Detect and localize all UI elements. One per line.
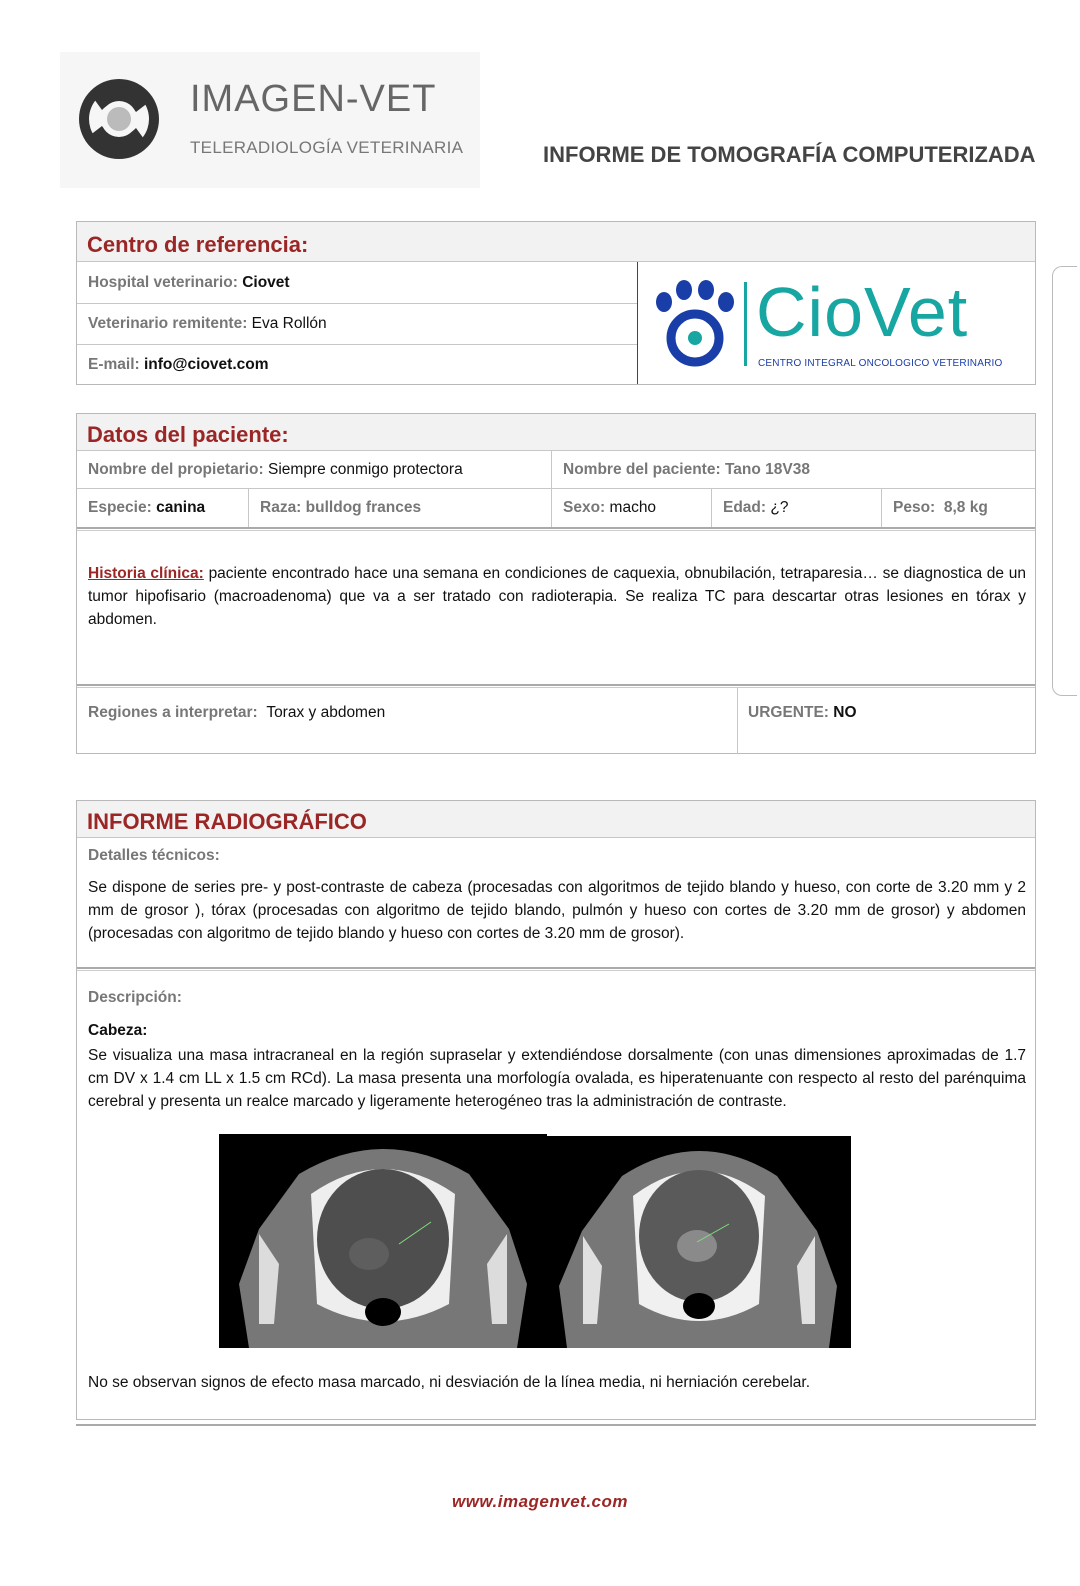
bottom-divider bbox=[76, 1424, 1036, 1426]
side-scroll-tab[interactable] bbox=[1052, 266, 1077, 696]
patient-section bbox=[76, 413, 1036, 754]
vet-value: Eva Rollón bbox=[251, 315, 327, 332]
conclusion-text: No se observan signos de efecto masa marcado, ni desviación de la línea media, ni herniación cerebelar. bbox=[88, 1374, 811, 1391]
weight-value: 8,8 kg bbox=[943, 499, 988, 516]
clinic-logo-tagline: CENTRO INTEGRAL ONCOLOGICO VETERINARIO bbox=[758, 358, 1003, 369]
conclusion bbox=[88, 1371, 1026, 1394]
patient-section-title: Datos del paciente: bbox=[77, 414, 1035, 451]
patient-name-value: Tano 18V38 bbox=[724, 460, 810, 478]
vet-label: Veterinario remitente: bbox=[88, 315, 248, 332]
age-value: ¿? bbox=[770, 499, 789, 516]
history-label: Historia clínica: bbox=[88, 565, 204, 582]
head-label: Cabeza: bbox=[88, 1022, 148, 1039]
sex-label: Sexo: bbox=[563, 499, 606, 516]
species-label: Especie: bbox=[88, 499, 152, 516]
urgent-cell bbox=[737, 696, 1035, 730]
sex-cell bbox=[551, 489, 711, 527]
head-description-text: Se visualiza una masa intracraneal en la región supraselar y extendiéndose dorsalmente (con unas dimensiones aproximadas de 1.7 cm DV x 1.4 cm LL x 1.5 cm RCd). La masa presenta una morfología ovalada, es hiperatenuante con respecto al resto del parénquima cerebral y presenta un realce marcado y ligeramente heterogéneo tras la administración de contraste. bbox=[88, 1047, 1026, 1110]
imagenvet-logo-icon bbox=[74, 74, 164, 164]
divider bbox=[77, 967, 1035, 971]
hospital-value: Ciovet bbox=[242, 273, 290, 291]
brand-name: IMAGEN-VET bbox=[190, 78, 437, 120]
owner-label: Nombre del propietario: bbox=[88, 460, 264, 478]
brand-tagline: TELERADIOLOGÍA VETERINARIA bbox=[190, 138, 464, 157]
email-label: E-mail: bbox=[88, 356, 140, 373]
footer-website[interactable]: www.imagenvet.com bbox=[451, 1492, 629, 1511]
clinical-history bbox=[88, 562, 1026, 631]
history-text: paciente encontrado hace una semana en condiciones de caquexia, obnubilación, tetraparesia… se diagnostica de un tumor hipofisario (macroadenoma) que va a ser tratado con radioterapia. Se realiza TC para descartar otras lesiones en tórax y abdomen. bbox=[88, 565, 1026, 628]
referral-section bbox=[76, 221, 1036, 385]
regions-label: Regiones a interpretar: bbox=[88, 704, 258, 721]
owner-row bbox=[77, 451, 551, 489]
tech-details-text: Se dispone de series pre- y post-contraste de cabeza (procesadas con algoritmos de tejido blando y hueso, con corte de 3.20 mm y 2 mm de grosor ), tórax (procesadas con algoritmo de tejido blando, pulmón y hueso con cortes de 3.20 mm de grosor) y abdomen (procesadas con algoritmo de tejido blando y hueso con cortes de 3.20 mm de grosor). bbox=[88, 879, 1026, 942]
ct-image-precontrast bbox=[219, 1134, 547, 1348]
species-cell bbox=[77, 489, 248, 527]
breed-value: bulldog frances bbox=[305, 499, 422, 516]
description-label: Descripción: bbox=[88, 989, 182, 1006]
clinic-logo-box bbox=[637, 262, 1036, 384]
sex-value: macho bbox=[609, 499, 657, 516]
regions-row bbox=[77, 696, 737, 730]
age-cell bbox=[711, 489, 881, 527]
breed-cell bbox=[248, 489, 551, 527]
age-label: Edad: bbox=[723, 499, 767, 516]
referral-section-title: Centro de referencia: bbox=[77, 222, 1035, 262]
document-title: INFORME DE TOMOGRAFÍA COMPUTERIZADA bbox=[543, 142, 1036, 167]
hospital-row bbox=[77, 262, 637, 304]
weight-label: Peso: bbox=[893, 499, 936, 516]
patient-name-label: Nombre del paciente: bbox=[563, 460, 721, 478]
tech-details-label: Detalles técnicos: bbox=[88, 847, 220, 864]
ct-image-postcontrast bbox=[547, 1136, 851, 1348]
email-value[interactable]: info@ciovet.com bbox=[144, 356, 269, 373]
paw-icon bbox=[650, 278, 742, 370]
weight-cell bbox=[881, 489, 1035, 527]
divider bbox=[77, 527, 1035, 531]
species-value: canina bbox=[156, 499, 206, 516]
hospital-label: Hospital veterinario: bbox=[88, 273, 238, 291]
patient-name-row bbox=[551, 451, 1035, 489]
head-description bbox=[88, 1044, 1026, 1113]
breed-label: Raza: bbox=[260, 499, 302, 516]
clinic-logo-name: CioVet bbox=[756, 273, 969, 351]
report-section bbox=[76, 800, 1036, 1420]
tech-details bbox=[88, 876, 1026, 945]
email-row bbox=[77, 345, 637, 385]
regions-value: Torax y abdomen bbox=[266, 704, 386, 721]
urgent-label: URGENTE: bbox=[748, 704, 829, 721]
logo-divider bbox=[744, 282, 747, 366]
owner-value: Siempre conmigo protectora bbox=[268, 460, 463, 478]
urgent-value: NO bbox=[833, 704, 857, 721]
vet-row bbox=[77, 304, 637, 345]
divider bbox=[77, 684, 1035, 688]
report-section-title: INFORME RADIOGRÁFICO bbox=[77, 801, 1035, 838]
